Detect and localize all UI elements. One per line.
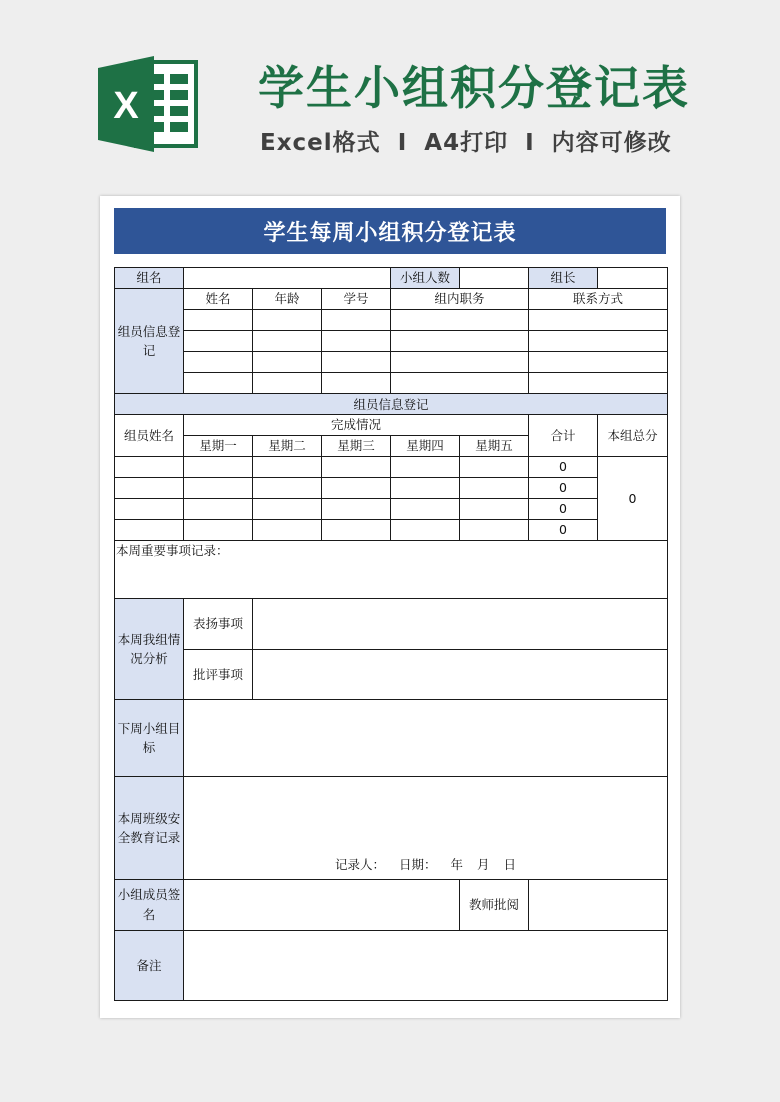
banner-title: 学生小组积分登记表 [258,61,690,115]
score-cell[interactable] [115,477,184,498]
score-cell[interactable] [391,456,460,477]
score-cell[interactable] [253,456,322,477]
logo-letter: X [113,85,139,127]
registration-table [114,267,668,1001]
banner-subtitle [260,124,672,157]
score-cell[interactable] [322,498,391,519]
member-cell[interactable] [184,352,253,373]
group-total-label: 本组总分 [598,415,668,456]
score-cell[interactable] [460,498,529,519]
score-cell[interactable] [460,519,529,540]
row-total: 0 [529,456,598,477]
member-cell[interactable] [529,310,668,331]
row-total: 0 [529,519,598,540]
row-total: 0 [529,477,598,498]
score-cell[interactable] [253,477,322,498]
member-cell[interactable] [184,331,253,352]
criticism-label: 批评事项 [184,650,253,700]
recorder-label: 记录人： [335,857,386,873]
weekday-wednesday: 星期三 [322,435,391,456]
member-cell[interactable] [391,331,529,352]
member-header-age: 年龄 [253,289,322,310]
next-goal-input[interactable] [184,700,668,777]
score-row [115,519,668,540]
remarks-label: 备注 [115,930,184,1000]
member-header-id: 学号 [322,289,391,310]
member-row [115,373,668,394]
score-cell[interactable] [391,477,460,498]
group-name-input[interactable] [184,268,391,289]
member-header-contact: 联系方式 [529,289,668,310]
score-cell[interactable] [322,519,391,540]
score-cell[interactable] [253,519,322,540]
member-cell[interactable] [529,331,668,352]
record-signature-line [184,855,667,874]
weekday-tuesday: 星期二 [253,435,322,456]
completion-label: 完成情况 [184,415,529,435]
member-cell[interactable] [391,352,529,373]
score-cell[interactable] [322,456,391,477]
score-cell[interactable] [115,498,184,519]
weekday-friday: 星期五 [460,435,529,456]
member-cell[interactable] [184,373,253,394]
member-cell[interactable] [322,310,391,331]
criticism-input[interactable] [253,650,668,700]
member-header-name: 姓名 [184,289,253,310]
subtitle-editable: 内容可修改 [551,130,672,156]
score-cell[interactable] [391,519,460,540]
teacher-review-input[interactable] [529,879,668,930]
next-goal-label: 下周小组目标 [115,700,184,777]
month-label: 月 [477,857,490,873]
score-cell[interactable] [253,498,322,519]
score-cell[interactable] [184,477,253,498]
group-total-value: 0 [598,456,668,540]
excel-logo-icon [98,56,198,152]
member-row [115,310,668,331]
weekday-monday: 星期一 [184,435,253,456]
score-cell[interactable] [184,519,253,540]
score-section-banner: 组员信息登记 [115,394,668,415]
score-cell[interactable] [184,498,253,519]
remarks-input[interactable] [184,930,668,1000]
subtitle-format: Excel格式 [260,130,381,156]
member-cell[interactable] [322,352,391,373]
group-count-input[interactable] [460,268,529,289]
weekday-thursday: 星期四 [391,435,460,456]
group-count-label: 小组人数 [391,268,460,289]
member-signature-label: 小组成员签名 [115,879,184,930]
member-cell[interactable] [253,331,322,352]
group-leader-label: 组长 [529,268,598,289]
score-cell[interactable] [460,456,529,477]
member-header-role: 组内职务 [391,289,529,310]
member-cell[interactable] [184,310,253,331]
safety-record-input[interactable] [184,777,668,879]
form-title: 学生每周小组积分登记表 [114,208,666,254]
member-cell[interactable] [253,310,322,331]
member-cell[interactable] [529,373,668,394]
member-row [115,331,668,352]
score-cell[interactable] [322,477,391,498]
member-cell[interactable] [322,331,391,352]
total-label: 合计 [529,415,598,456]
score-cell[interactable] [184,456,253,477]
group-leader-input[interactable] [598,268,668,289]
member-signature-input[interactable] [184,879,460,930]
year-label: 年 [450,857,464,873]
praise-label: 表扬事项 [184,598,253,649]
score-cell[interactable] [460,477,529,498]
subtitle-separator: I [397,130,408,156]
analysis-label: 本周我组情况分析 [115,598,184,699]
member-cell[interactable] [391,310,529,331]
score-name-label: 组员姓名 [115,415,184,456]
member-cell[interactable] [253,352,322,373]
row-total: 0 [529,498,598,519]
subtitle-separator: I [525,130,535,156]
score-row [115,456,668,477]
score-cell[interactable] [115,456,184,477]
member-info-label: 组员信息登记 [115,289,184,394]
weekly-events-field[interactable]: 本周重要事项记录： [115,540,668,598]
score-row [115,477,668,498]
member-cell[interactable] [253,373,322,394]
date-label: 日期： [399,857,437,873]
member-row [115,352,668,373]
score-cell[interactable] [115,519,184,540]
member-cell[interactable] [391,373,529,394]
score-row [115,498,668,519]
day-label: 日 [503,857,517,873]
score-cell[interactable] [391,498,460,519]
praise-input[interactable] [253,598,668,649]
member-cell[interactable] [322,373,391,394]
safety-record-label: 本周班级安全教育记录 [115,777,184,879]
member-cell[interactable] [529,352,668,373]
subtitle-print: A4打印 [424,130,509,156]
teacher-review-label: 教师批阅 [460,879,529,930]
group-name-label: 组名 [115,268,184,289]
